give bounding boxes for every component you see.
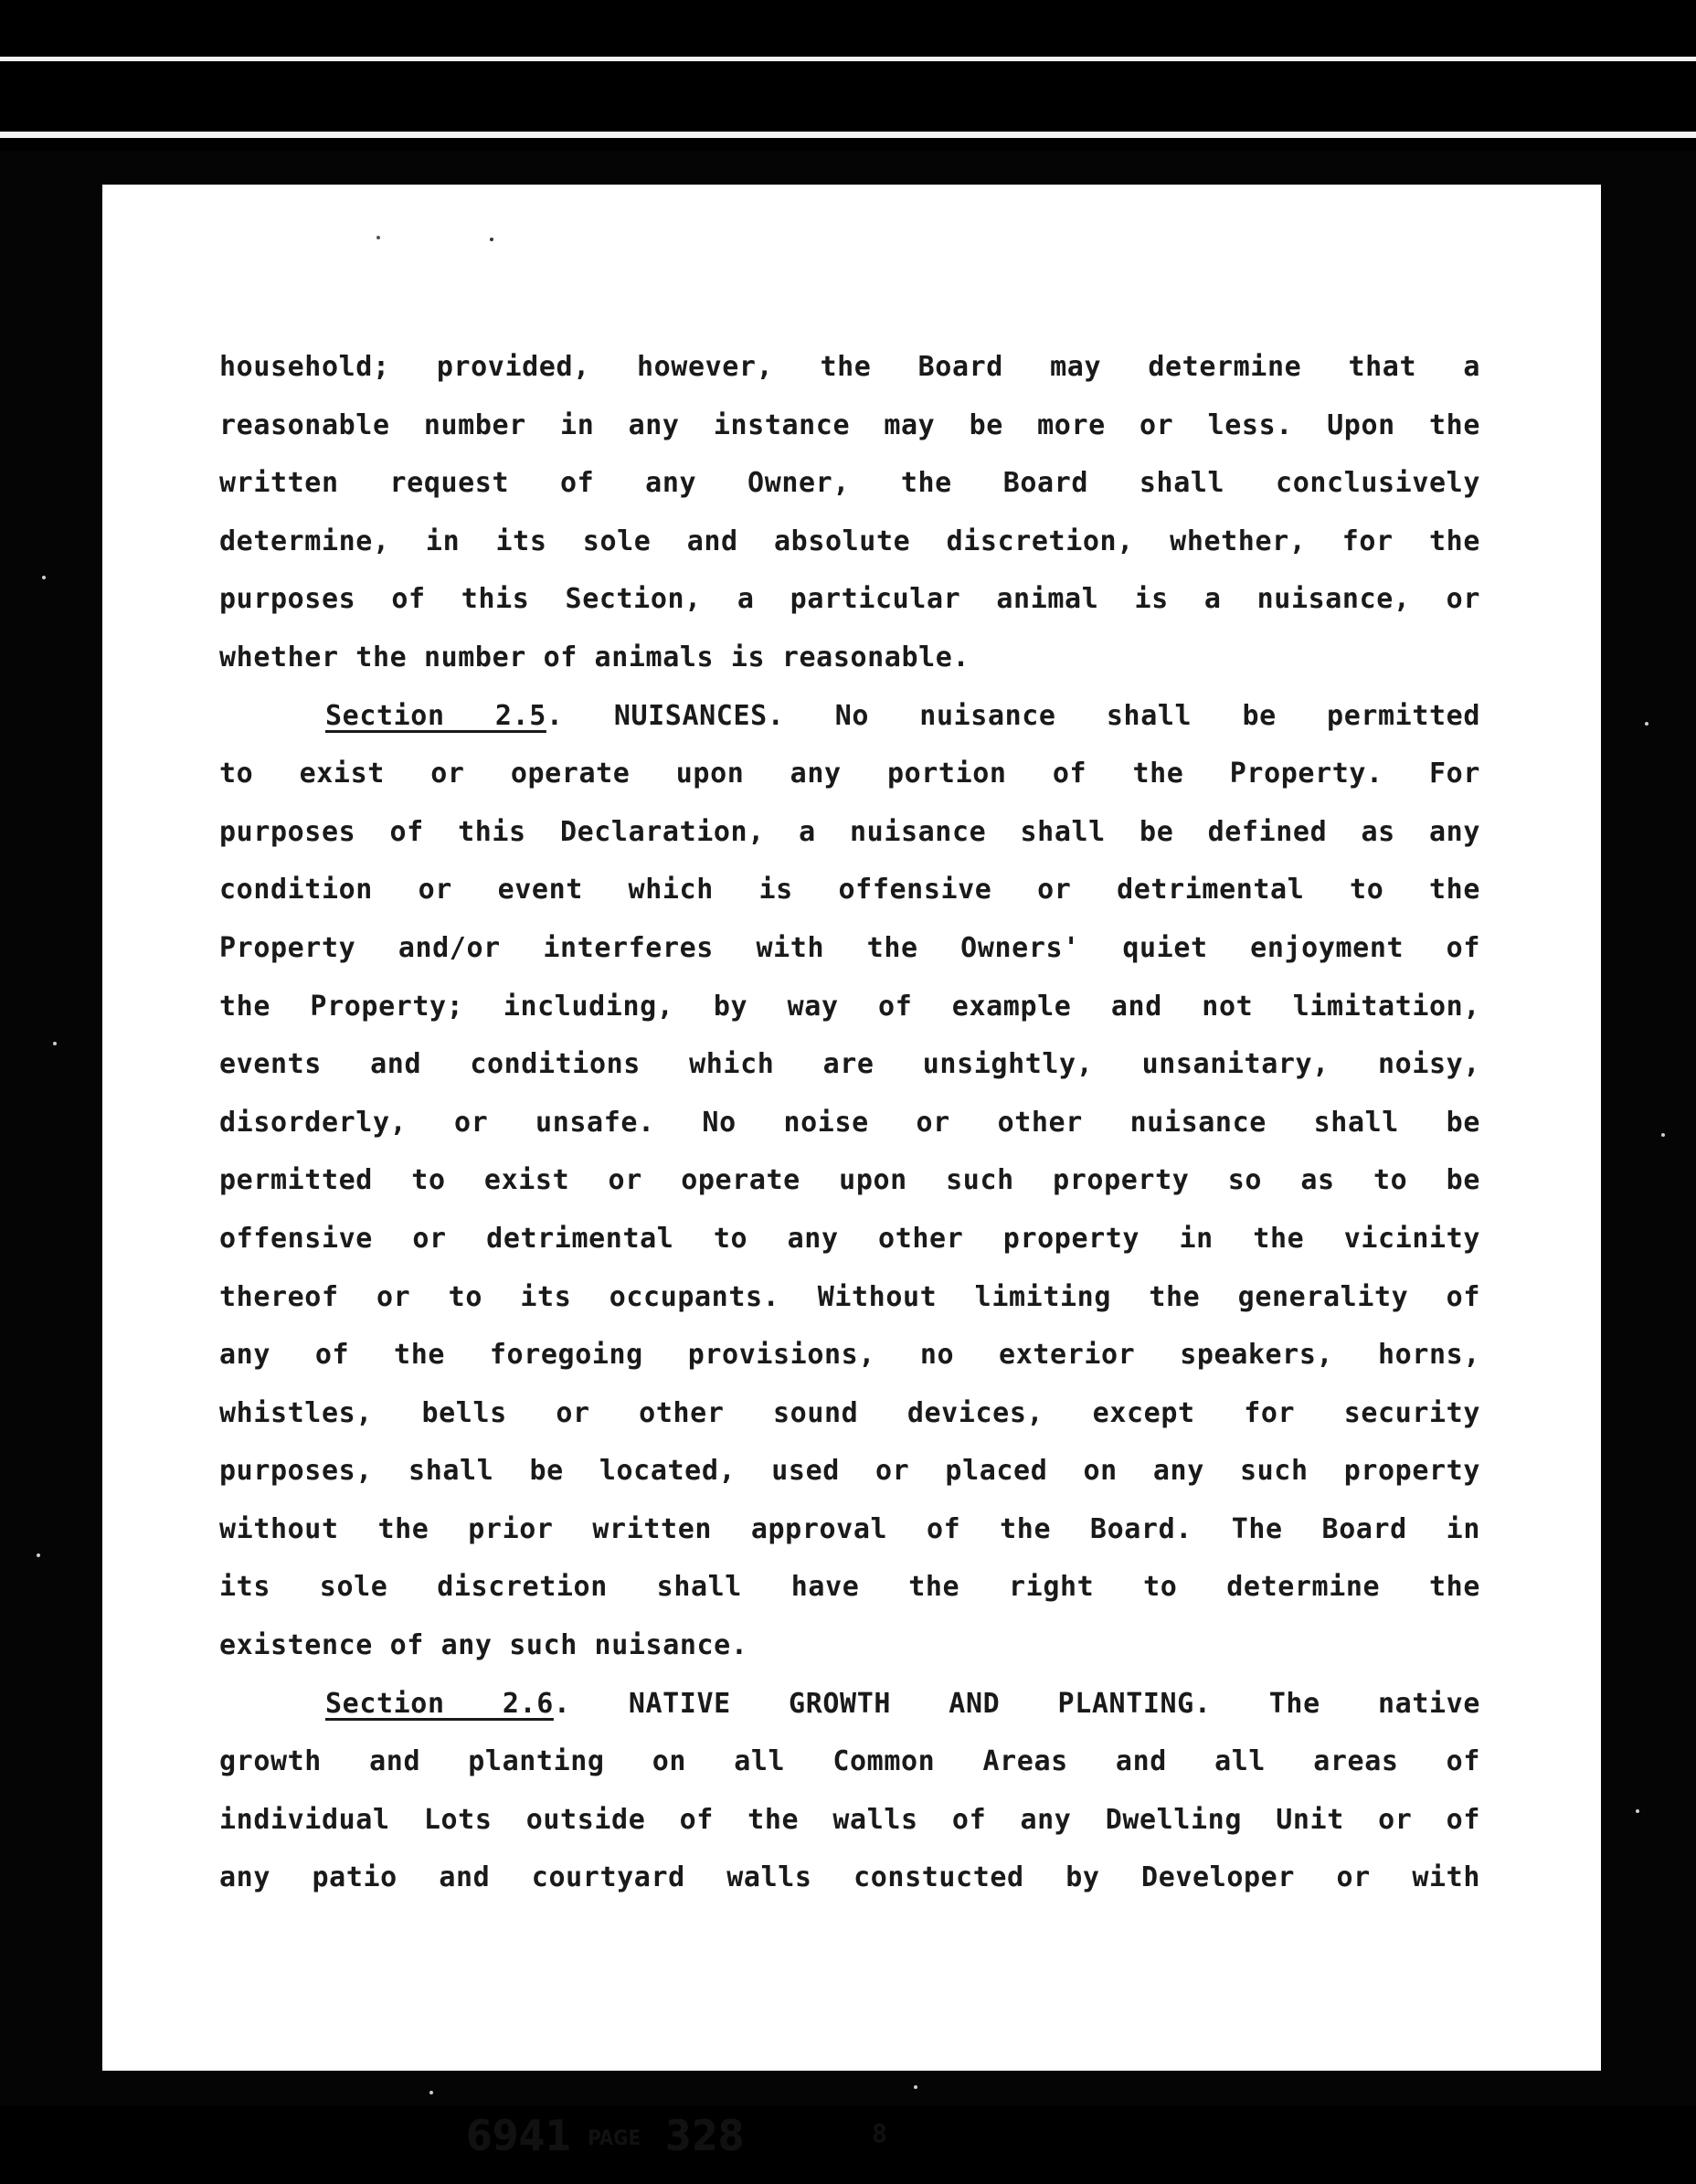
document-body — [219, 338, 1480, 1907]
text-line: written request of any Owner, the Board shall conclusively — [219, 467, 1480, 500]
section-2-5-heading: . NUISANCES. No nuisance shall be permitted — [546, 699, 1480, 732]
scan-artifact-line — [0, 132, 1696, 138]
scan-speck — [1636, 1809, 1639, 1813]
page-number: 8 — [872, 2118, 887, 2148]
scan-speck — [1661, 1133, 1665, 1137]
text-line: permitted to exist or operate upon such property so as to be — [219, 1164, 1480, 1197]
text-line: the Property; including, by way of example and not limitation, — [219, 990, 1480, 1023]
scan-speck — [1645, 722, 1648, 726]
text-line: reasonable number in any instance may be more or less. Upon the — [219, 408, 1480, 441]
text-line: disorderly, or unsafe. No noise or other nuisance shall be — [219, 1106, 1480, 1139]
scan-speck — [914, 2085, 917, 2089]
text-line: determine, in its sole and absolute discretion, whether, for the — [219, 525, 1480, 557]
text-line: to exist or operate upon any portion of the Property. For — [219, 758, 1480, 790]
book-page-label: PAGE — [588, 2127, 641, 2150]
paragraph-animals — [219, 338, 1480, 687]
scan-speck — [37, 1553, 40, 1557]
section-heading-line — [219, 687, 1480, 746]
text-line: its sole discretion shall have the right to determine the — [219, 1571, 1480, 1604]
text-line: individual Lots outside of the walls of any Dwelling Unit or of — [219, 1803, 1480, 1836]
paragraph-section-2-6 — [219, 1675, 1480, 1907]
record-page-number: 328 — [665, 2111, 745, 2160]
section-heading-line — [219, 1675, 1480, 1733]
section-2-6-heading: . NATIVE GROWTH AND PLANTING. The native — [553, 1687, 1480, 1720]
text-line: any patio and courtyard walls constucted by Developer or with — [219, 1861, 1480, 1894]
scan-speck — [42, 576, 46, 579]
text-line: any of the foregoing provisions, no exterior speakers, horns, — [219, 1339, 1480, 1372]
text-line: whistles, bells or other sound devices, except for security — [219, 1396, 1480, 1429]
text-line: growth and planting on all Common Areas and all areas of — [219, 1745, 1480, 1778]
section-2-6-reference: Section 2.6 — [325, 1687, 554, 1720]
book-number: 6941 — [466, 2111, 572, 2160]
text-line: Property and/or interferes with the Owners' quiet enjoyment of — [219, 931, 1480, 964]
paragraph-section-2-5 — [219, 687, 1480, 1675]
section-2-5-reference: Section 2.5 — [325, 699, 546, 732]
text-line: without the prior written approval of the Board. The Board in — [219, 1512, 1480, 1545]
text-line: household; provided, however, the Board may determine that a — [219, 351, 1480, 383]
text-line: existence of any such nuisance. — [219, 1629, 748, 1662]
page-footer — [102, 2111, 1601, 2184]
text-line: purposes of this Declaration, a nuisance shall be defined as any — [219, 815, 1480, 848]
page-speck — [490, 238, 493, 241]
scan-border-top — [0, 0, 1696, 151]
scan-artifact-line — [0, 57, 1696, 61]
text-line: whether the number of animals is reasonable. — [219, 641, 970, 673]
page-speck — [376, 236, 380, 239]
scan-speck — [53, 1042, 57, 1045]
text-line: condition or event which is offensive or detrimental to the — [219, 874, 1480, 906]
recording-stamp — [466, 2111, 744, 2160]
text-line: events and conditions which are unsightly, unsanitary, noisy, — [219, 1048, 1480, 1081]
text-line: purposes, shall be located, used or placed on any such property — [219, 1455, 1480, 1488]
text-line: offensive or detrimental to any other property in the vicinity — [219, 1222, 1480, 1255]
text-line: purposes of this Section, a particular animal is a nuisance, or — [219, 583, 1480, 616]
scan-speck — [429, 2091, 433, 2094]
text-line: thereof or to its occupants. Without limiting the generality of — [219, 1280, 1480, 1313]
